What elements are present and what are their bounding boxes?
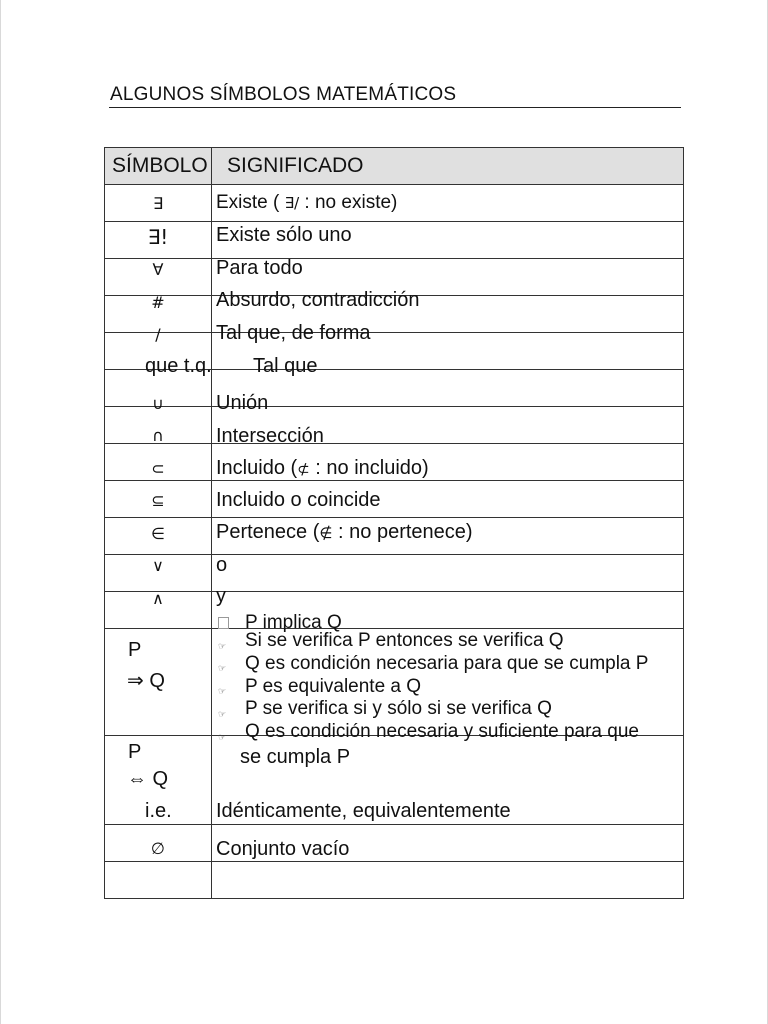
table-border [104, 554, 684, 555]
table-border [104, 147, 105, 899]
implication-heading: P implica Q [245, 612, 342, 633]
table-border [104, 517, 684, 518]
table-border [211, 147, 212, 899]
symbol-absurd: # [151, 293, 165, 312]
table-border [104, 184, 684, 185]
meaning-subset-eq: Incluido o coincide [216, 489, 381, 511]
table-border [683, 147, 684, 899]
page-title: ALGUNOS SÍMBOLOS MATEMÁTICOS [110, 84, 457, 105]
symbol-ie: i.e. [145, 800, 172, 822]
symbol-or: ∨ [152, 556, 164, 575]
meaning-intersection: Intersección [216, 425, 324, 447]
pointing-hand-icon: ☞ [218, 687, 227, 697]
meaning-such-that-slash: Tal que, de forma [216, 322, 371, 344]
meaning-element-of: Pertenece (∉ : no pertenece) [216, 521, 473, 543]
implication-bullet: P se verifica si y sólo si se verifica Q [245, 698, 552, 719]
implication-bullet: P es equivalente a Q [245, 676, 422, 697]
implication-continuation: se cumpla P [240, 746, 351, 768]
symbol-exists: ∃ [152, 194, 164, 213]
meaning-or: o [216, 554, 228, 576]
symbol-implies-arrow: ⇒ Q [127, 670, 165, 692]
meaning-union: Unión [216, 392, 269, 414]
table-border [104, 258, 684, 259]
table-border [104, 898, 684, 899]
implication-bullet: Q es condición necesaria para que se cumpla P [245, 653, 649, 674]
table-border [104, 147, 684, 148]
symbol-subset: ⊂ [151, 459, 165, 478]
meaning-empty-set: Conjunto vacío [216, 838, 350, 860]
table-border [104, 861, 684, 862]
meaning-equivalently: Idénticamente, equivalentemente [216, 800, 511, 822]
meaning-exists-unique: Existe sólo uno [216, 224, 352, 246]
implication-bullet: Q es condición necesaria y suficiente para que [245, 721, 639, 742]
meaning-absurd: Absurdo, contradicción [216, 289, 420, 311]
pointing-hand-icon: ☞ [218, 733, 227, 743]
implication-bullet: Si se verifica P entonces se verifica Q [245, 630, 564, 651]
table-border [104, 628, 684, 629]
symbol-subset-eq: ⊆ [151, 491, 165, 510]
symbol-union: ∪ [152, 394, 164, 413]
symbol-exists-unique: ∃! [147, 225, 169, 249]
meaning-forall: Para todo [216, 257, 303, 279]
table-border [104, 221, 684, 222]
symbol-equiv-arrow: ⇔ Q [127, 768, 169, 790]
symbol-equiv-p: P [128, 741, 142, 763]
symbol-such-that-slash: / [155, 325, 161, 344]
table-border [104, 480, 684, 481]
symbol-element-of: ∈ [151, 524, 165, 543]
meaning-and: y [216, 585, 226, 607]
header-symbol: SÍMBOLO [112, 154, 208, 177]
symbol-and: ∧ [152, 589, 164, 608]
checkbox-icon [218, 617, 229, 629]
symbol-empty-set: ∅ [151, 839, 165, 858]
symbol-intersection: ∩ [152, 426, 164, 445]
meaning-subset: Incluido (⊄ : no incluido) [216, 457, 429, 479]
meaning-exists: Existe ( ∃/ : no existe) [216, 192, 398, 213]
header-meaning: SIGNIFICADO [227, 154, 364, 177]
symbol-forall: ∀ [152, 260, 164, 279]
pointing-hand-icon: ☞ [218, 710, 227, 720]
pointing-hand-icon: ☞ [218, 642, 227, 652]
pointing-hand-icon: ☞ [218, 664, 227, 674]
meaning-such-that-tq: Tal que [253, 355, 318, 377]
table-border [104, 824, 684, 825]
symbol-implies-p: P [128, 639, 142, 661]
symbol-such-that-tq: que t.q. [145, 355, 212, 377]
